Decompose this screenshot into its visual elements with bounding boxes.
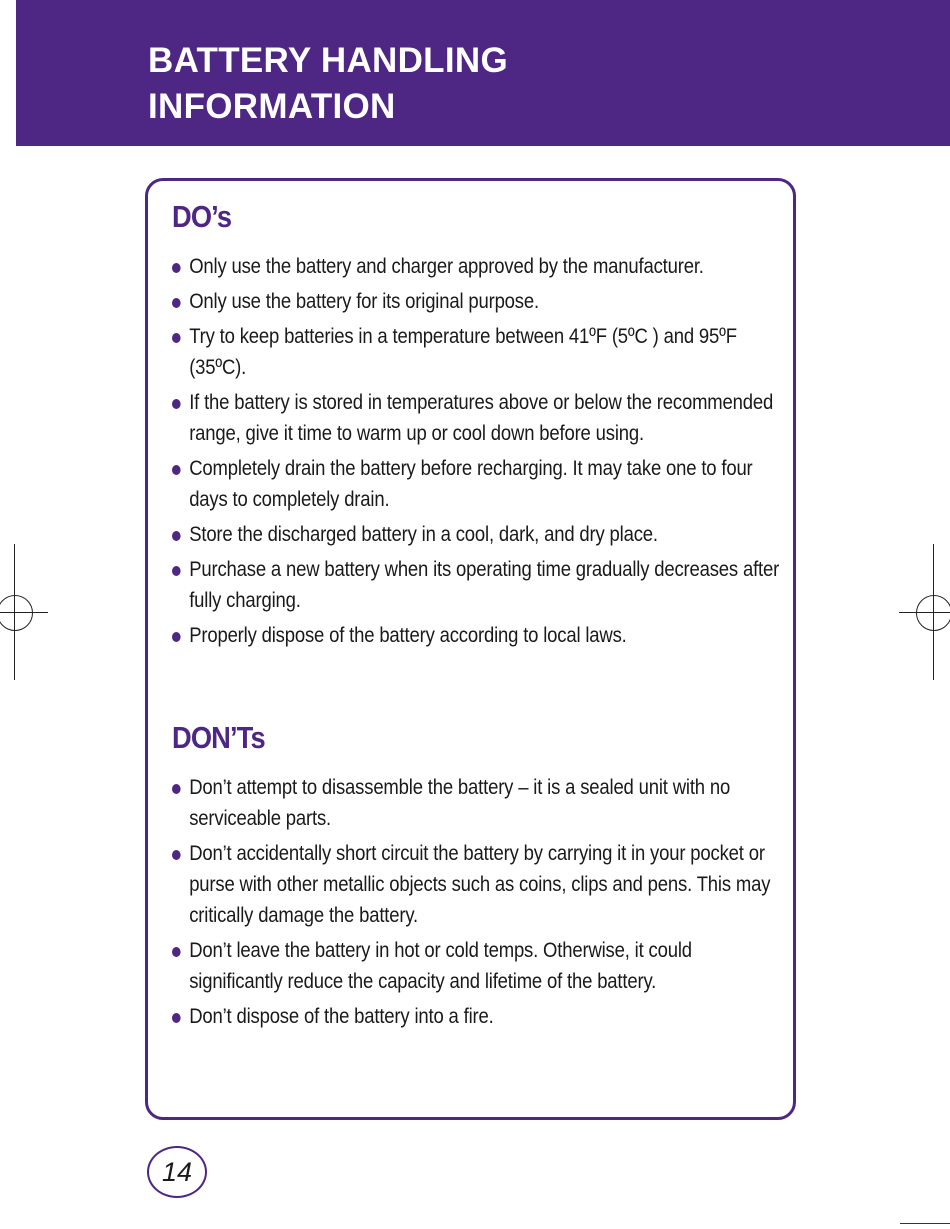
list-item-text: Properly dispose of the battery according to local laws. bbox=[189, 623, 627, 647]
bullet-icon bbox=[172, 399, 181, 409]
list-item bbox=[172, 838, 791, 931]
bullet-icon bbox=[172, 1013, 181, 1023]
page-title-line-1: BATTERY HANDLING bbox=[148, 41, 508, 80]
list-item bbox=[172, 772, 783, 834]
page-number-badge bbox=[147, 1146, 207, 1198]
list-item-text: Don’t attempt to disassemble the battery – it is a sealed unit with no serviceable parts. bbox=[189, 775, 731, 830]
bullet-icon bbox=[172, 263, 181, 273]
list-item bbox=[172, 620, 808, 651]
bullet-icon bbox=[172, 566, 181, 576]
bullet-icon bbox=[172, 298, 181, 308]
list-item bbox=[172, 321, 783, 383]
list-item-text: Completely drain the battery before recharging. It may take one to four days to completely drain. bbox=[189, 456, 753, 511]
bullet-icon bbox=[172, 333, 181, 343]
list-item bbox=[172, 519, 808, 550]
list-item bbox=[172, 1001, 808, 1032]
list-item bbox=[172, 554, 783, 616]
bullet-icon bbox=[172, 947, 181, 957]
bullet-icon bbox=[172, 850, 181, 860]
donts-heading: DON’Ts bbox=[172, 720, 265, 755]
list-item bbox=[172, 935, 757, 997]
page-number: 14 bbox=[161, 1156, 193, 1187]
page-title-line-2: INFORMATION bbox=[148, 87, 396, 126]
donts-list bbox=[172, 772, 812, 1036]
list-item-text: Only use the battery and charger approved by the manufacturer. bbox=[189, 254, 704, 278]
list-item-text: Don’t dispose of the battery into a fire. bbox=[189, 1004, 494, 1028]
list-item bbox=[172, 453, 774, 515]
list-item-text: Don’t accidentally short circuit the battery by carrying it in your pocket or purse with other metallic objects such as coins, clips and pens. This may critically damage the battery. bbox=[189, 841, 771, 927]
bullet-icon bbox=[172, 531, 181, 541]
dos-heading: DO’s bbox=[172, 199, 232, 234]
list-item-text: Try to keep batteries in a temperature between 41ºF (5ºC ) and 95ºF (35ºC). bbox=[189, 324, 737, 379]
list-item bbox=[172, 286, 808, 317]
list-item-text: Don’t leave the battery in hot or cold temps. Otherwise, it could significantly reduce the capacity and lifetime of the battery. bbox=[189, 938, 692, 993]
list-item-text: Store the discharged battery in a cool, dark, and dry place. bbox=[189, 522, 658, 546]
bullet-icon bbox=[172, 465, 181, 475]
list-item-text: Purchase a new battery when its operating time gradually decreases after fully charging. bbox=[189, 557, 780, 612]
bullet-icon bbox=[172, 784, 181, 794]
list-item bbox=[172, 251, 808, 282]
list-item-text: Only use the battery for its original purpose. bbox=[189, 289, 539, 313]
page-title bbox=[148, 38, 508, 130]
dos-list bbox=[172, 251, 812, 655]
list-item-text: If the battery is stored in temperatures above or below the recommended range, give it time to warm up or cool down before using. bbox=[189, 390, 774, 445]
trim-mark bbox=[900, 1223, 950, 1224]
bullet-icon bbox=[172, 632, 181, 642]
list-item bbox=[172, 387, 774, 449]
